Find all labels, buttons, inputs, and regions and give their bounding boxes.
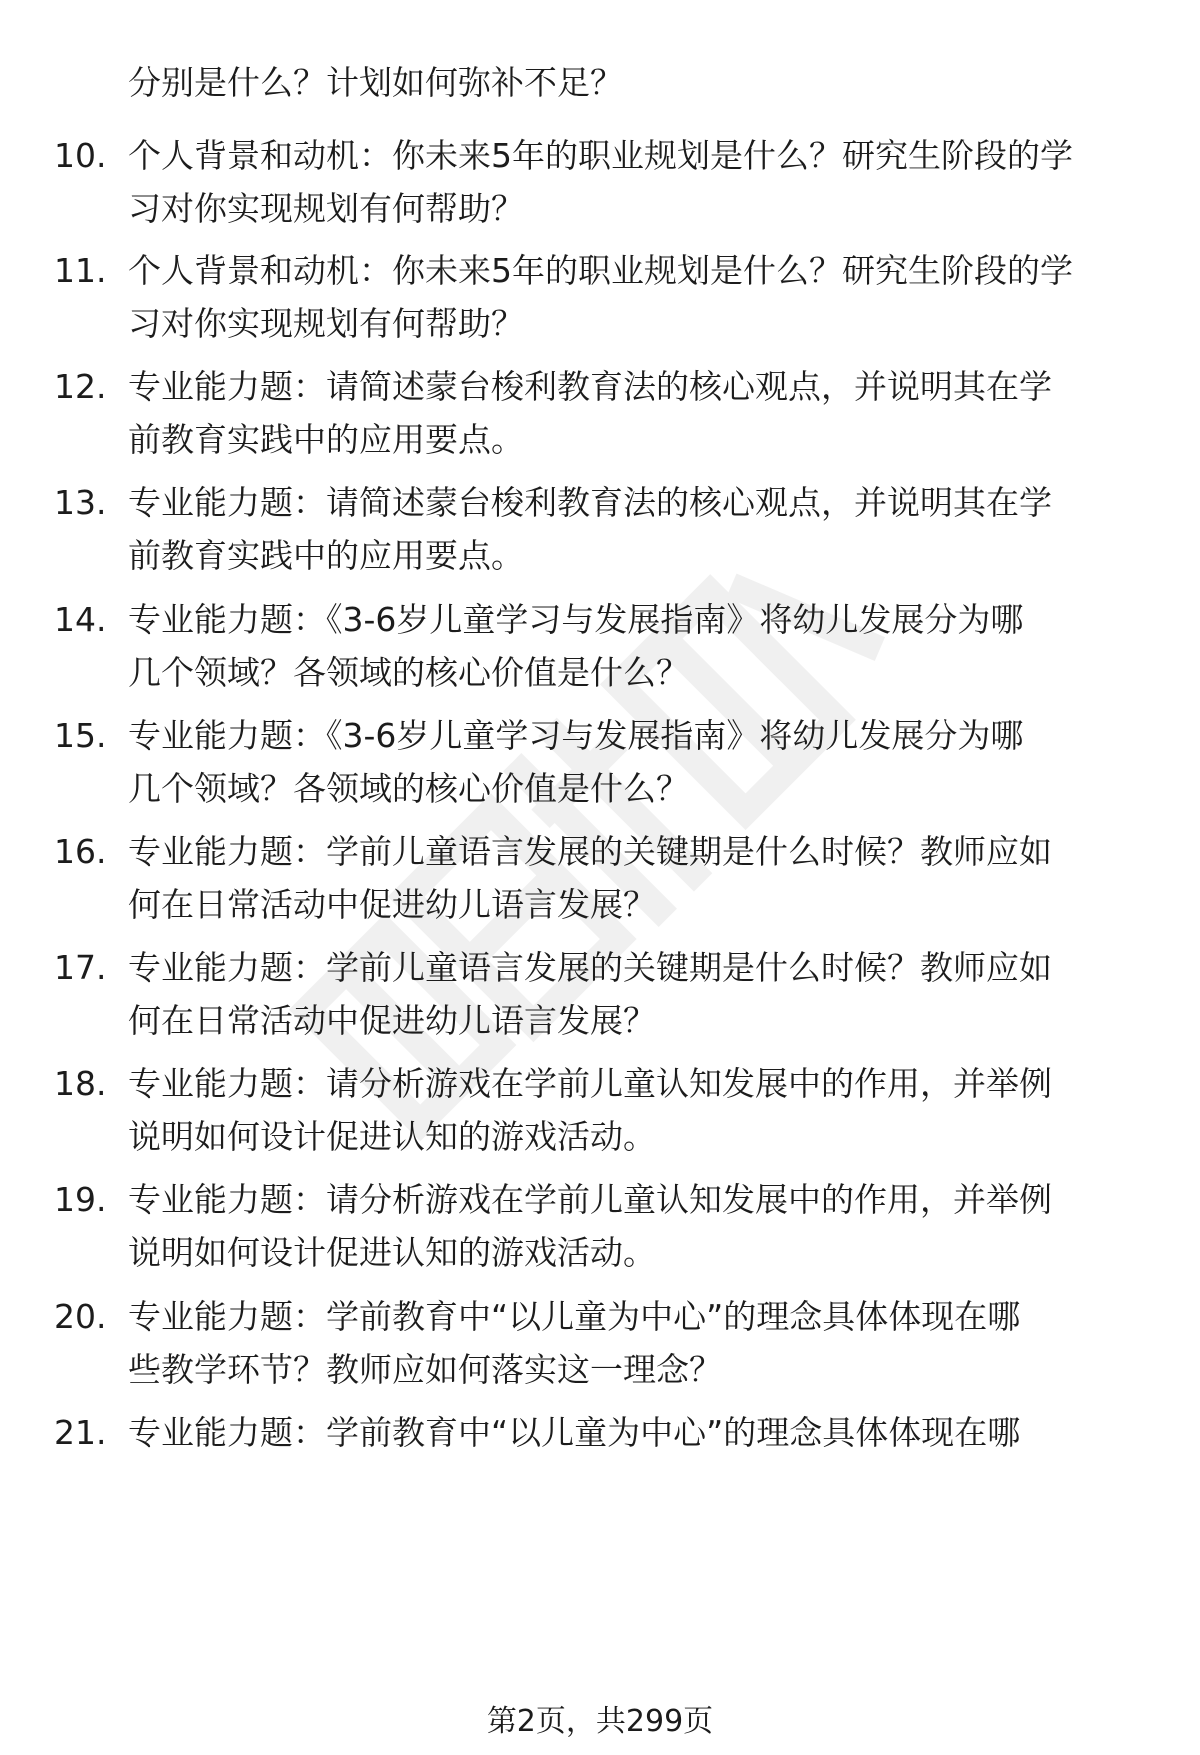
item-number: 17. — [54, 948, 107, 987]
item-text-line: 前教育实践中的应用要点。 — [128, 420, 524, 459]
item-number: 20. — [54, 1297, 107, 1336]
item-text-line: 个人背景和动机：你未来5年的职业规划是什么？研究生阶段的学 — [128, 136, 1073, 175]
item-text-line: 专业能力题：请分析游戏在学前儿童认知发展中的作用，并举例 — [128, 1180, 1052, 1219]
item-number: 11. — [54, 251, 107, 290]
item-text-line: 些教学环节？教师应如何落实这一理念？ — [128, 1350, 722, 1389]
item-text-line: 专业能力题：请简述蒙台梭利教育法的核心观点，并说明其在学 — [128, 483, 1052, 522]
item-number: 21. — [54, 1413, 107, 1452]
item-number: 15. — [54, 716, 107, 755]
item-text-line: 前教育实践中的应用要点。 — [128, 536, 524, 575]
item-text-line: 说明如何设计促进认知的游戏活动。 — [128, 1117, 656, 1156]
item-number: 13. — [54, 483, 107, 522]
item-number: 10. — [54, 136, 107, 175]
item-text-line: 习对你实现规划有何帮助？ — [128, 304, 524, 343]
page-footer: 第2页，共299页 — [486, 1704, 714, 1739]
item-text-line: 专业能力题：《3-6岁儿童学习与发展指南》将幼儿发展分为哪 — [128, 600, 1024, 639]
item-text-line: 专业能力题：学前教育中“以儿童为中心”的理念具体体现在哪 — [128, 1413, 1021, 1452]
item-text-line: 专业能力题：学前儿童语言发展的关键期是什么时候？教师应如 — [128, 948, 1052, 987]
item-text-line: 几个领域？各领域的核心价值是什么？ — [128, 769, 689, 808]
item-number: 18. — [54, 1064, 107, 1103]
item-text-line: 说明如何设计促进认知的游戏活动。 — [128, 1233, 656, 1272]
item-text-line: 专业能力题：《3-6岁儿童学习与发展指南》将幼儿发展分为哪 — [128, 716, 1024, 755]
item-text-line: 专业能力题：学前儿童语言发展的关键期是什么时候？教师应如 — [128, 832, 1052, 871]
item-text-line: 何在日常活动中促进幼儿语言发展？ — [128, 885, 656, 924]
item-number: 19. — [54, 1180, 107, 1219]
continuation-text: 分别是什么？计划如何弥补不足？ — [128, 63, 623, 102]
item-number: 12. — [54, 367, 107, 406]
item-text-line: 专业能力题：请分析游戏在学前儿童认知发展中的作用，并举例 — [128, 1064, 1052, 1103]
item-text-line: 专业能力题：学前教育中“以儿童为中心”的理念具体体现在哪 — [128, 1297, 1021, 1336]
item-text-line: 几个领域？各领域的核心价值是什么？ — [128, 653, 689, 692]
item-number: 16. — [54, 832, 107, 871]
item-number: 14. — [54, 600, 107, 639]
item-text-line: 专业能力题：请简述蒙台梭利教育法的核心观点，并说明其在学 — [128, 367, 1052, 406]
item-text-line: 个人背景和动机：你未来5年的职业规划是什么？研究生阶段的学 — [128, 251, 1073, 290]
item-text-line: 何在日常活动中促进幼儿语言发展？ — [128, 1001, 656, 1040]
item-text-line: 习对你实现规划有何帮助？ — [128, 189, 524, 228]
